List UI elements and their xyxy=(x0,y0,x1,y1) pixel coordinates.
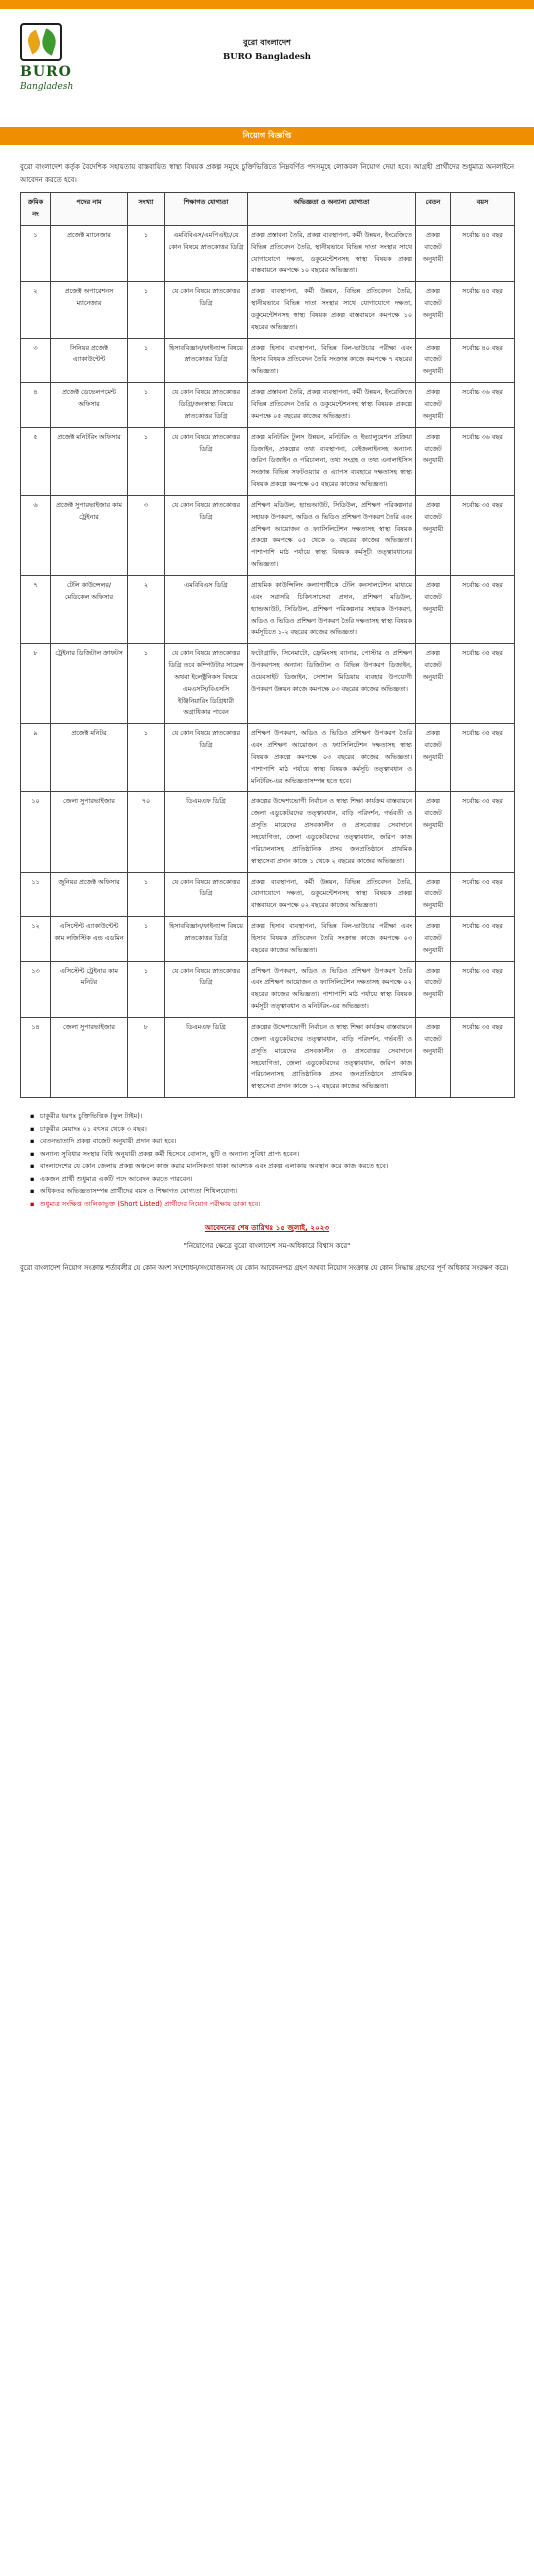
notice-title: নিয়োগ বিজ্ঞপ্তি xyxy=(0,127,534,145)
age-cell: সর্বোচ্চ ৪৫ বছর xyxy=(451,282,515,338)
experience-cell: প্রকল্প প্রস্তাবনা তৈরি, প্রকল্প ব্যবস্থাপনা, কর্মী উন্নয়ন, ইংরেজিতে বিভিন্ন প্রতিবেদন তৈরি ও ডকুমেন্টেশনসহ স্বাস্থ্য বিষয়ক প্রকল্পে কমপক্ষে ০৫ বছরের কাজের অভিজ্ঞতা। xyxy=(248,383,416,428)
org-name-en: BURO Bangladesh xyxy=(223,52,311,63)
salary-cell: প্রকল্প বাজেট অনুযায়ী xyxy=(416,338,451,383)
salary-cell: প্রকল্প বাজেট অনুযায়ী xyxy=(416,282,451,338)
experience-cell: প্রকল্প ব্যবস্থাপনা, কর্মী উন্নয়ন, বিভিন্ন প্রতিবেদন তৈরি, যোগাযোগে দক্ষতা, ডকুমেন্টেশনসহ স্বাস্থ্য বিষয়ক প্রকল্প বাস্তবায়নে কমপক্ষে ০২ বছরের কাজের অভিজ্ঞতা। xyxy=(248,872,416,917)
serial-cell: ১০ xyxy=(21,792,51,872)
count-cell: ১ xyxy=(128,427,165,495)
post-cell: এসিস্টেন্ট ট্রেইনার কাম মনিটর xyxy=(51,961,128,1017)
post-cell: জুনিয়র প্রজেক্ট অফিসার xyxy=(51,872,128,917)
experience-cell: প্রকল্পের উদ্দেশ্যভোগী নির্বাচন ও স্বাস্থ্য শিক্ষা কার্যক্রম বাস্তবায়নে জেলা এডুকেটরদের তত্ত্বাবধান, বাড়ি পরিদর্শন, গর্ভবতী ও প্রসূতি মায়েদের প্রসবকালীন ও প্রসবোত্তর সেবাদানে সহযোগিতা, জেলা এডুকেটরদের তত্ত্বাবধান, জরিপ কাজ পরিচালনাসহ প্রাতিষ্ঠানিক প্রসব জনপ্রতিষ্ঠানে প্রাথমিক স্বাস্থ্যসেবা প্রদান কাজে ১-২ বছরের কাজের অভিজ্ঞতা। xyxy=(248,1017,416,1097)
header xyxy=(0,9,534,92)
rights-disclaimer: বুরো বাংলাদেশ নিয়োগ সংক্রান্ত শর্তাবলীর যে কোন অংশ সংশোধন/সংযোজনসহ যে কোন আবেদনপত্র গ্রহণ অথবা নিয়োগ সংক্রান্ত যে কোন সিদ্ধান্ত গ্রহণের পূর্ণ অধিকার সংরক্ষণ করে। xyxy=(20,1264,509,1273)
experience-cell: প্রাথমিক কাউন্সিলিং কল্যাণার্থীকে টেলি কনসালটেশন মাধ্যমে এবং সরাসরি চিকিৎসাসেবা প্রদান, প্রশিক্ষণ মডিউল, হ্যান্ডআউট, সিডিউল, প্রশিক্ষণ পরিকল্পনার সহায়ক উপকরণ, অডিও ও ভিডিও প্রশিক্ষণ উপকরণ তৈরি দক্ষতাসহ স্বাস্থ্য বিষয়ক কর্মসূচিতে ১-২ বছরের কাজের অভিজ্ঞতা। xyxy=(248,575,416,643)
table-row xyxy=(21,917,515,962)
intro-paragraph: বুরো বাংলাদেশ কর্তৃক বৈদেশিক সহায়তায় বাস্তবায়িত স্বাস্থ্য বিষয়ক প্রকল্প সমূহে চুক্তিভিত্তিতে নিম্নবর্ণিত পদসমূহে লোকবল নিয়োগ দেয়া হবে। আগ্রহী প্রার্থীদের শুধুমাত্র অনলাইনে আবেদন করতে হবে। xyxy=(20,163,514,184)
education-cell: যে কোন বিষয়ে স্নাতকোত্তর ডিগ্রি xyxy=(165,724,248,792)
table-row xyxy=(21,792,515,872)
table-row xyxy=(21,225,515,281)
post-cell: প্রজেক্ট মনিটর xyxy=(51,724,128,792)
experience-cell: প্রকল্প প্রস্তাবনা তৈরি, প্রকল্প ব্যবস্থাপনা, কর্মী উন্নয়ন, ইংরেজিতে বিভিন্ন প্রতিবেদন তৈরি, স্থানীয়ভাবে বিভিন্ন দাতা সংস্থার সাথে যোগাযোগে দক্ষতা, ডকুমেন্টেশনসহ স্বাস্থ্য বিষয়ক প্রকল্প বাস্তবায়নে কমপক্ষে ১০ বছরের অভিজ্ঞতা। xyxy=(248,225,416,281)
post-cell: প্রজেক্ট সুপারভাইজার কাম ট্রেইনার xyxy=(51,495,128,575)
education-cell: এমবিবিএস/এমপিএইচ/যে কোন বিষয়ে স্নাতকোত্তর ডিগ্রি xyxy=(165,225,248,281)
header-experience: অভিজ্ঞতা ও অন্যান্য যোগ্যতা xyxy=(248,193,416,226)
post-cell: প্রজেক্ট মনিটরিং অফিসার xyxy=(51,427,128,495)
equal-opportunity-slogan: "নিয়োগের ক্ষেত্রে বুরো বাংলাদেশ সম-অধিকারে বিশ্বাস করে" xyxy=(183,1242,351,1251)
count-cell: ১ xyxy=(128,644,165,724)
term-item: ▪ চাকুরীর ধরণঃ চুক্তিভিত্তিক (ফুল টাইম)। xyxy=(30,1110,514,1123)
table-row xyxy=(21,575,515,643)
education-cell: যে কোন বিষয়ে স্নাতকোত্তর ডিগ্রি xyxy=(165,495,248,575)
salary-cell: প্রকল্প বাজেট অনুযায়ী xyxy=(416,917,451,962)
org-name-bn: বুরো বাংলাদেশ xyxy=(243,38,291,47)
age-cell: সর্বোচ্চ ৩৫ বছর xyxy=(451,961,515,1017)
serial-cell: ১১ xyxy=(21,872,51,917)
salary-cell: প্রকল্প বাজেট অনুযায়ী xyxy=(416,792,451,872)
education-cell: হিসাববিজ্ঞান/ফাইন্যান্স বিষয়ে স্নাতকোত্তর ডিগ্রি xyxy=(165,338,248,383)
count-cell: ৮ xyxy=(128,1017,165,1097)
table-row xyxy=(21,872,515,917)
salary-cell: প্রকল্প বাজেট অনুযায়ী xyxy=(416,1017,451,1097)
term-item: ▪ চাকুরীর মেয়াদঃ ০১ বৎসর থেকে ৩ বছর। xyxy=(30,1123,514,1136)
count-cell: ১ xyxy=(128,383,165,428)
education-cell: এমবিবিএস ডিগ্রি xyxy=(165,575,248,643)
salary-cell: প্রকল্প বাজেট অনুযায়ী xyxy=(416,724,451,792)
experience-cell: প্রকল্পের উদ্দেশ্যভোগী নির্বাচন ও স্বাস্থ্য শিক্ষা কার্যক্রম বাস্তবায়নে জেলা এডুকেটরদের তত্ত্বাবধান, বাড়ি পরিদর্শন, গর্ভবতী ও প্রসূতি মায়েদের প্রসবকালীন ও প্রসবোত্তর সেবাদানে সহযোগিতা, জেলা এডুকেটরদের তত্ত্বাবধান, জরিপ কাজ পরিচালনাসহ প্রাতিষ্ঠানিক প্রসব জনপ্রতিষ্ঠানে প্রাথমিক স্বাস্থ্যসেবা প্রদান কাজে ১ থেকে ২ বছরের কাজের অভিজ্ঞতা। xyxy=(248,792,416,872)
vacancy-table xyxy=(20,192,515,1098)
count-cell: ১ xyxy=(128,872,165,917)
experience-cell: প্রকল্প ব্যবস্থাপনা, কর্মী উন্নয়ন, বিভিন্ন প্রতিবেদন তৈরি, স্থানীয়ভাবে বিভিন্ন দাতা সংস্থার সাথে যোগাযোগে দক্ষতা, ডকুমেন্টেশনসহ স্বাস্থ্য বিষয়ক প্রকল্প বাস্তবায়নে কমপক্ষে ১০ বছরের অভিজ্ঞতা। xyxy=(248,282,416,338)
age-cell: সর্বোচ্চ ৪৫ বছর xyxy=(451,225,515,281)
age-cell: সর্বোচ্চ ৩৬ বছর xyxy=(451,427,515,495)
salary-cell: প্রকল্প বাজেট অনুযায়ী xyxy=(416,495,451,575)
serial-cell: ৪ xyxy=(21,383,51,428)
table-row xyxy=(21,644,515,724)
header-education: শিক্ষাগত যোগ্যতা xyxy=(165,193,248,226)
count-cell: ১ xyxy=(128,225,165,281)
post-cell: টেলি কাউন্সেলর/ মেডিকেল অফিসার xyxy=(51,575,128,643)
term-item: ▪ অধিকতর অভিজ্ঞতাসম্পন্ন প্রার্থীদের বয়স ও শিক্ষাগত যোগ্যতা শিথিলযোগ্য। xyxy=(30,1185,514,1198)
salary-cell: প্রকল্প বাজেট অনুযায়ী xyxy=(416,427,451,495)
age-cell: সর্বোচ্চ ৩৫ বছর xyxy=(451,917,515,962)
age-cell: সর্বোচ্চ ৩৫ বছর xyxy=(451,575,515,643)
count-cell: ১ xyxy=(128,917,165,962)
serial-cell: ৭ xyxy=(21,575,51,643)
serial-cell: ৯ xyxy=(21,724,51,792)
header-serial: ক্রমিক নং xyxy=(21,193,51,226)
count-cell: ১ xyxy=(128,338,165,383)
salary-cell: প্রকল্প বাজেট অনুযায়ী xyxy=(416,575,451,643)
count-cell: ৩ xyxy=(128,495,165,575)
age-cell: সর্বোচ্চ ৪০ বছর xyxy=(451,338,515,383)
count-cell: ১ xyxy=(128,961,165,1017)
education-cell: হিসাববিজ্ঞান/ফাইন্যান্স বিষয়ে স্নাতকোত্তর ডিগ্রি xyxy=(165,917,248,962)
salary-cell: প্রকল্প বাজেট অনুযায়ী xyxy=(416,961,451,1017)
vacancy-rows xyxy=(21,225,515,1097)
term-item-shortlist: ▪ শুধুমাত্র সংক্ষিপ্ত তালিকাভুক্ত (Short Listed) প্রার্থীদের নিয়োগ পরীক্ষায় ডাকা হবে। xyxy=(30,1198,514,1211)
count-cell: ২ xyxy=(128,575,165,643)
serial-cell: ১২ xyxy=(21,917,51,962)
experience-cell: প্রশিক্ষণ উপকরণ, অডিও ও ভিডিও প্রশিক্ষণ উপকরণ তৈরি এবং প্রশিক্ষণ আয়োজন ও ফ্যাসিলিটেশন দক্ষতাসহ কমপক্ষে ০২ বছরের কাজের অভিজ্ঞতা। পাশাপাশি মাঠ পর্যায়ে স্বাস্থ্য বিষয়ক কর্মসূচী তত্ত্বাবধান ও মনিটরিং-এর অভিজ্ঞতা। xyxy=(248,961,416,1017)
age-cell: সর্বোচ্চ ৩৫ বছর xyxy=(451,644,515,724)
term-item: ▪ বাংলাদেশের যে কোন জেলায় প্রকল্প অঞ্চলে কাজ করার মানসিকতা থাকা আবশ্যক এবং প্রকল্প এলাকায় অবস্থান করে কাজ করতে হবে। xyxy=(30,1160,514,1173)
education-cell: যে কোন বিষয়ে স্নাতকোত্তর ডিগ্রি xyxy=(165,961,248,1017)
education-cell: ডিএমএফ ডিগ্রি xyxy=(165,792,248,872)
experience-cell: প্রকল্প মনিটরিং টুলস উন্নয়ন, মনিটরিং ও ইভ্যালুয়েশন প্রক্রিয়া ডিজাইন, প্রকল্পের তথ্য ব্যবস্থাপনা, বেইজলাইনসহ অন্যান্য জরিপ ডিজাইন ও পরিচালনা, তথ্য সংগ্রহ ও তথ্য এনালাইসিস সংক্রান্ত বিভিন্ন সফটওয়্যার ও এ্যাপস ব্যবহারে দক্ষতাসহ স্বাস্থ্য বিষয়ক প্রকল্পে কমপক্ষে ০৫ বছরের কাজের অভিজ্ঞতা। xyxy=(248,427,416,495)
table-row xyxy=(21,495,515,575)
salary-cell: প্রকল্প বাজেট অনুযায়ী xyxy=(416,872,451,917)
education-cell: যে কোন বিষয়ে স্নাতকোত্তর ডিগ্রি xyxy=(165,427,248,495)
table-row xyxy=(21,383,515,428)
post-cell: ট্রেইনার ডিজিটাল ক্রাফটস xyxy=(51,644,128,724)
logo-sub: Bangladesh xyxy=(20,81,74,92)
education-cell: যে কোন বিষয়ে স্নাতকোত্তর ডিগ্রি xyxy=(165,872,248,917)
organization-name xyxy=(0,37,534,65)
serial-cell: ৫ xyxy=(21,427,51,495)
header-count: সংখ্যা xyxy=(128,193,165,226)
serial-cell: ১৪ xyxy=(21,1017,51,1097)
table-row xyxy=(21,427,515,495)
post-cell: প্রজেক্ট ডেভেলপমেন্ট অফিসার xyxy=(51,383,128,428)
header-salary: বেতন xyxy=(416,193,451,226)
terms-list xyxy=(30,1110,514,1210)
serial-cell: ৬ xyxy=(21,495,51,575)
serial-cell: ৮ xyxy=(21,644,51,724)
age-cell: সর্বোচ্চ ৩৫ বছর xyxy=(451,724,515,792)
term-item: ▪ অন্যান্য সুবিধার সংস্থার বিধি অনুযায়ী প্রকল্প কর্মী হিসেবে বোনাস, ছুটি ও অন্যান্য সুবিধা প্রাপ্য হবেন। xyxy=(30,1148,514,1161)
table-row xyxy=(21,282,515,338)
experience-cell: ফটোগ্রাফি, সিনেমাটো, ফ্রেমিংসহ ব্যানার, পোস্টার ও প্রশিক্ষণ উপকরণসহ অন্যান্য ডিজিটাল ও বিভিন্ন উপকরণ ডিজাইন, ওয়েবসাইট ডিজাইন, সোশাল মিডিয়ায় ব্যবহার উপযোগী উপকরণ উন্নয়ন কাজে কমপক্ষে ০৩ বছরের কাজের অভিজ্ঞতা। xyxy=(248,644,416,724)
experience-cell: প্রশিক্ষণ মডিউল, হ্যান্ডআউট, সিডিউল, প্রশিক্ষণ পরিকল্পনার সহায়ক উপকরণ, অডিও ও ভিডিও প্রশিক্ষণ উপকরণ তৈরি এবং প্রশিক্ষণ আয়োজন ও ফ্যাসিলিটেশন দক্ষতাসহ স্বাস্থ্য বিষয়ক প্রকল্পে কমপক্ষে ০৫ থেকে ৬ বছরের কাজের অভিজ্ঞতা। পাশাপাশি মাঠ পর্যায়ে স্বাস্থ্য বিষয়ক কর্মসূচী তত্ত্বাবধানের অভিজ্ঞতা। xyxy=(248,495,416,575)
table-row xyxy=(21,724,515,792)
table-header-row xyxy=(21,193,515,226)
education-cell: যে কোন বিষয়ে স্নাতকোত্তর ডিগ্রি xyxy=(165,282,248,338)
post-cell: সিনিয়র প্রজেক্ট এ্যাকাউন্টেন্ট xyxy=(51,338,128,383)
top-accent-bar xyxy=(0,0,534,9)
experience-cell: প্রশিক্ষণ উপকরণ, অডিও ও ভিডিও প্রশিক্ষণ উপকরণ তৈরি এবং প্রশিক্ষণ আয়োজন ও ফ্যাসিলিটেশন দক্ষতাসহ স্বাস্থ্য বিষয়ক প্রকল্পে কমপক্ষে ০৩ বছরের কাজের অভিজ্ঞতা। পাশাপাশি মাঠ পর্যায়ে স্বাস্থ্য বিষয়ক কর্মসূচি তত্ত্বাবধান ও মনিটরিং-এর অভিজ্ঞতাসম্পন্ন হতে হবে। xyxy=(248,724,416,792)
count-cell: ৭০ xyxy=(128,792,165,872)
age-cell: সর্বোচ্চ ৩৫ বছর xyxy=(451,872,515,917)
count-cell: ১ xyxy=(128,724,165,792)
serial-cell: ১৩ xyxy=(21,961,51,1017)
post-cell: প্রজেক্ট অপারেশনস ম্যানেজার xyxy=(51,282,128,338)
logo-word: BURO xyxy=(20,64,72,80)
salary-cell: প্রকল্প বাজেট অনুযায়ী xyxy=(416,644,451,724)
education-cell: যে কোন বিষয়ে স্নাতকোত্তর ডিগ্রি/জনস্বাস্থ্য বিষয়ে স্নাতকোত্তর ডিগ্রি xyxy=(165,383,248,428)
post-cell: জেলা সুপারভাইজার xyxy=(51,792,128,872)
application-deadline: আবেদনের শেষ তারিখঃ ১৫ জুলাই, ২০২৩ xyxy=(204,1223,330,1233)
post-cell: জেলা সুপারভাইজার xyxy=(51,1017,128,1097)
education-cell: যে কোন বিষয়ে স্নাতকোত্তর ডিগ্রি তবে কম্পিউটার সায়েন্স অথবা ইলেক্ট্রনিকস বিষয়ে এমএসসি/বিএসসি ইঞ্জিনিয়ারিং ডিগ্রিধারী অগ্রাধিকার পাবেন xyxy=(165,644,248,724)
header-age: বয়স xyxy=(451,193,515,226)
post-cell: প্রজেক্ট ম্যানেজার xyxy=(51,225,128,281)
age-cell: সর্বোচ্চ ৩৫ বছর xyxy=(451,792,515,872)
term-item: ▪ বেতনভাতাদি প্রকল্প বাজেট অনুযায়ী প্রদান করা হবে। xyxy=(30,1135,514,1148)
term-item: ▪ একজন প্রার্থী শুধুমাত্র একটি পদে আবেদন করতে পারবেন। xyxy=(30,1173,514,1186)
age-cell: সর্বোচ্চ ৩৫ বছর xyxy=(451,1017,515,1097)
table-row xyxy=(21,1017,515,1097)
serial-cell: ১ xyxy=(21,225,51,281)
experience-cell: প্রকল্প হিসাব ব্যবস্থাপনা, বিভিন্ন বিল-ভাউচার পরীক্ষা এবং হিসাব বিষয়ক প্রতিবেদন তৈরি সংক্রান্ত কাজে কমপক্ষে ৭ বছরের অভিজ্ঞতা। xyxy=(248,338,416,383)
post-cell: এসিস্টেন্ট এ্যাকাউন্টেন্ট কাম লজিস্টিক এন্ড এডমিন xyxy=(51,917,128,962)
experience-cell: প্রকল্প হিসাব ব্যবস্থাপনা, বিভিন্ন বিল-ভাউচার পরীক্ষা এবং হিসাব বিষয়ক প্রতিবেদন তৈরি সংক্রান্ত কাজে কমপক্ষে ০৩ বছরের কাজের অভিজ্ঞতা। xyxy=(248,917,416,962)
header-post: পদের নাম xyxy=(51,193,128,226)
salary-cell: প্রকল্প বাজেট অনুযায়ী xyxy=(416,225,451,281)
table-row xyxy=(21,338,515,383)
salary-cell: প্রকল্প বাজেট অনুযায়ী xyxy=(416,383,451,428)
serial-cell: ২ xyxy=(21,282,51,338)
serial-cell: ৩ xyxy=(21,338,51,383)
education-cell: ডিএমএফ ডিগ্রি xyxy=(165,1017,248,1097)
age-cell: সর্বোচ্চ ৩৫ বছর xyxy=(451,495,515,575)
age-cell: সর্বোচ্চ ৩৬ বছর xyxy=(451,383,515,428)
count-cell: ১ xyxy=(128,282,165,338)
table-row xyxy=(21,961,515,1017)
